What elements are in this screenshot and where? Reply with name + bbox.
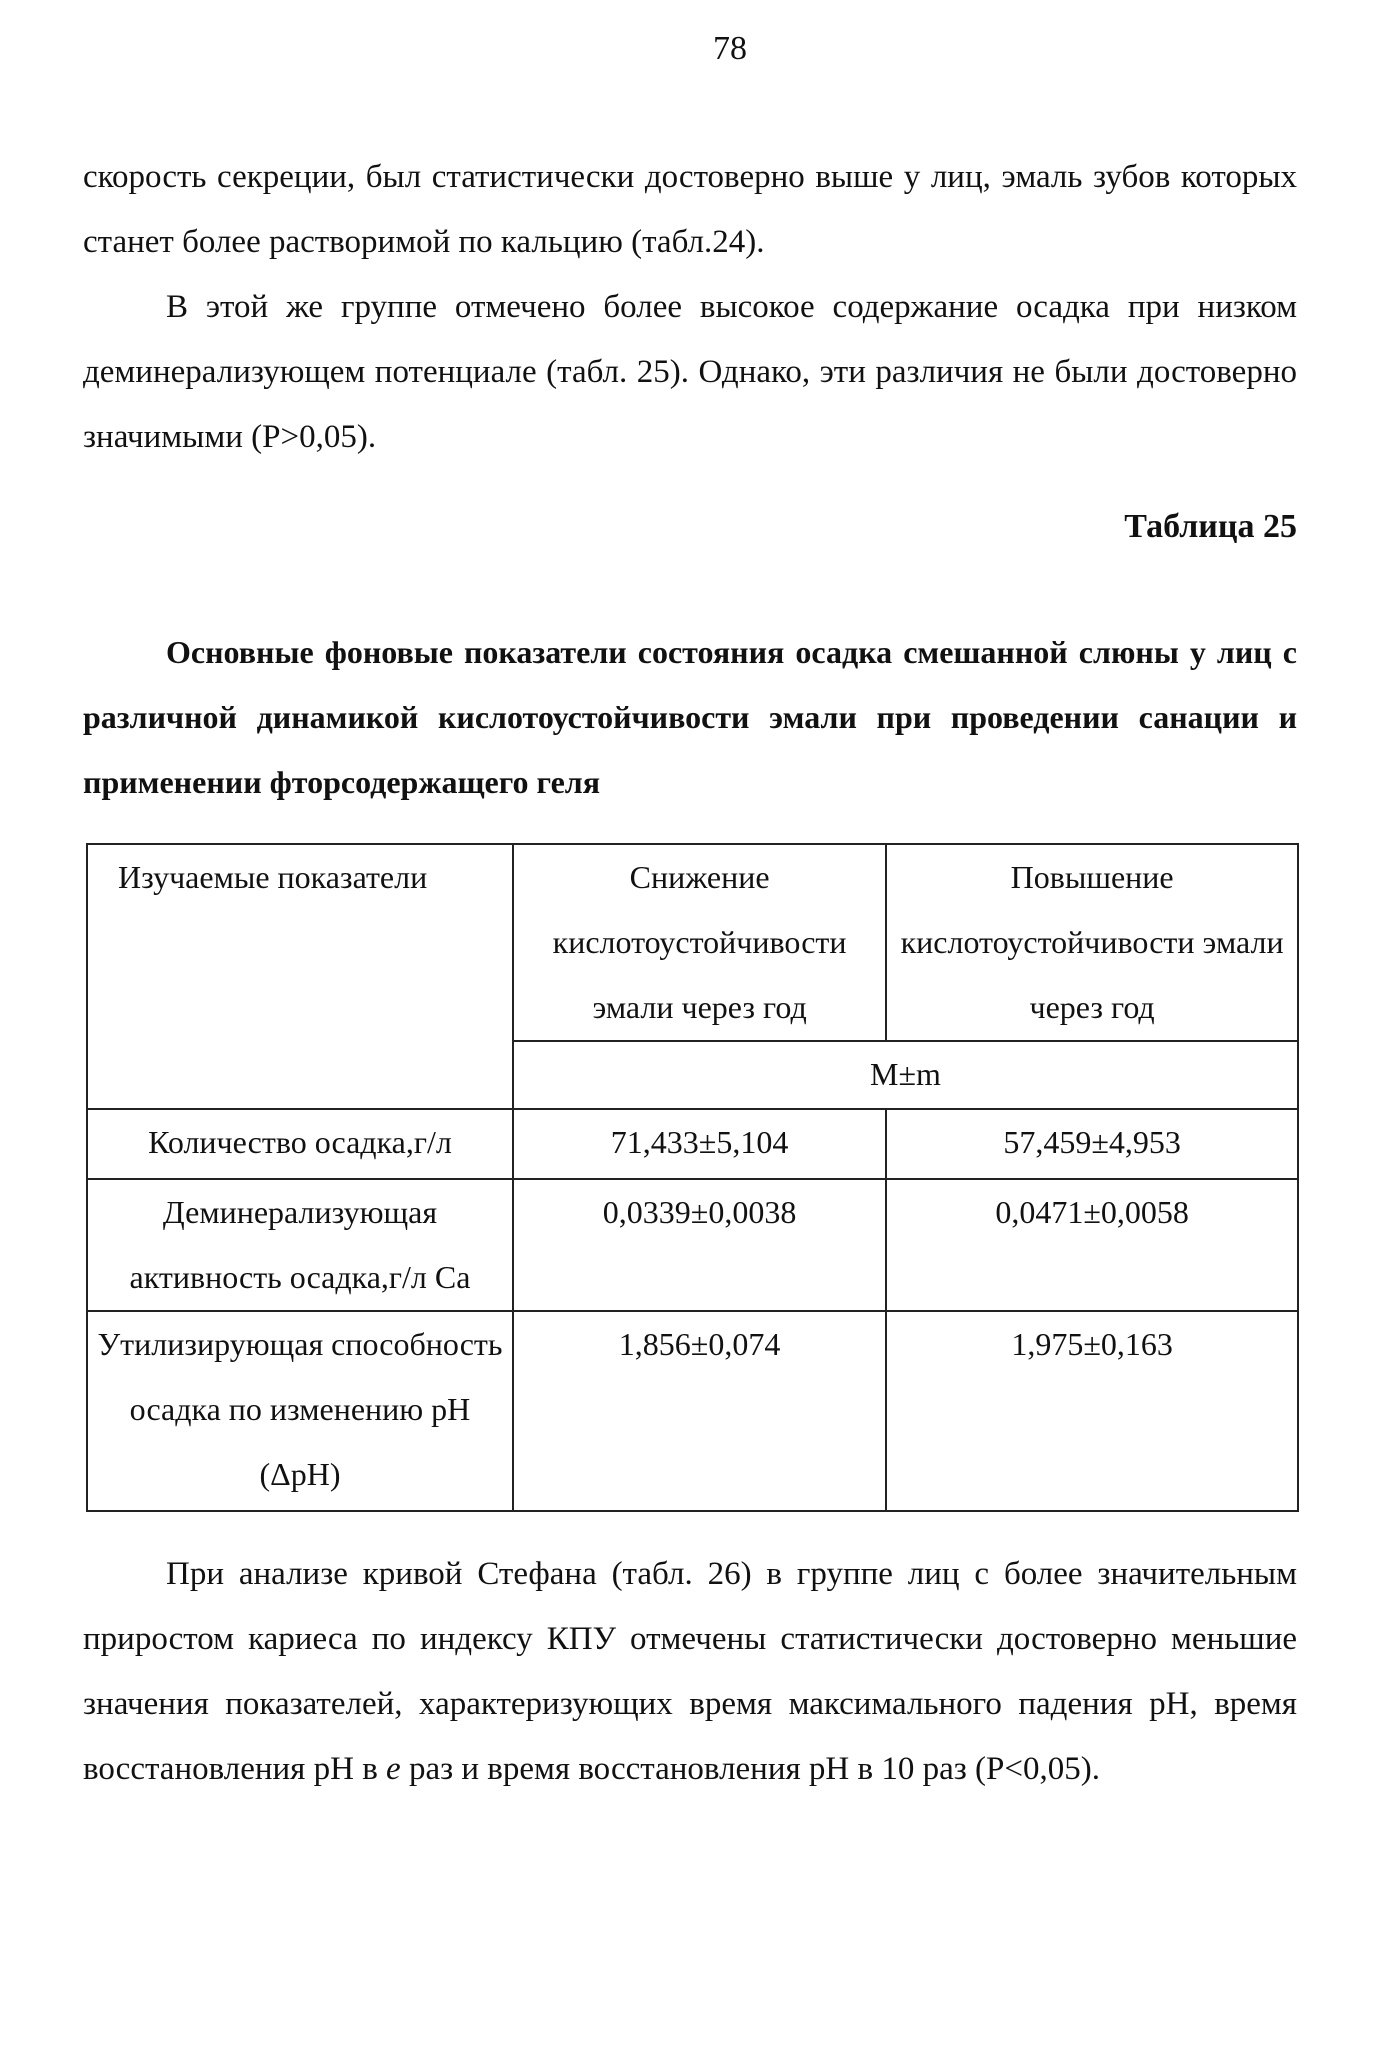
header-unit: M±m xyxy=(513,1041,1298,1109)
row-indicator: Деминерализующая активность осадка,г/л Са xyxy=(87,1179,513,1311)
row-decrease-value: 0,0339±0,0038 xyxy=(513,1179,886,1311)
header-increase: Повышение кислотоустойчивости эмали через год xyxy=(886,844,1298,1041)
header-decrease: Снижение кислотоустойчивости эмали через год xyxy=(513,844,886,1041)
row-indicator: Количество осадка,г/л xyxy=(87,1109,513,1179)
paragraph-3-text-end: раз и время восстановления рН в 10 раз (Р<0,05). xyxy=(400,1751,1100,1787)
paragraph-3-italic-e: e xyxy=(386,1751,401,1787)
table-label: Таблица 25 xyxy=(1124,508,1297,545)
table-row xyxy=(87,1109,1298,1179)
page-number: 78 xyxy=(713,30,747,67)
data-table xyxy=(86,843,1299,1512)
table-header-row xyxy=(87,844,1298,1041)
row-increase-value: 0,0471±0,0058 xyxy=(886,1179,1298,1311)
paragraph-3 xyxy=(83,1542,1297,1802)
row-decrease-value: 1,856±0,074 xyxy=(513,1311,886,1511)
paragraph-1: скорость секреции, был статистически достоверно выше у лиц, эмаль зубов которых станет более растворимой по кальцию (табл.24). xyxy=(83,159,1297,260)
row-increase-value: 57,459±4,953 xyxy=(886,1109,1298,1179)
table-caption: Основные фоновые показатели состояния осадка смешанной слюны у лиц с различной динамикой кислотоустойчивости эмали при проведении санации и применении фторсодержащего геля xyxy=(83,634,1297,800)
row-decrease-value: 71,433±5,104 xyxy=(513,1109,886,1179)
paragraph-2: В этой же группе отмечено более высокое содержание осадка при низком деминерализующем потенциале (табл. 25). Однако, эти различия не были достоверно значимыми (Р>0,05). xyxy=(83,289,1297,455)
header-indicator: Изучаемые показатели xyxy=(87,844,513,1109)
row-indicator: Утилизирующая способность осадка по изменению рН (ΔрН) xyxy=(87,1311,513,1511)
paragraph-3-text-start: При анализе кривой Стефана (табл. 26) в группе лиц с более значительным приростом кариеса по индексу КПУ отмечены статистически достоверно меньшие значения показателей, характеризующих время максимального падения рН, время восстановления рН в xyxy=(83,1556,1297,1787)
table-row xyxy=(87,1179,1298,1311)
table-row xyxy=(87,1311,1298,1511)
row-increase-value: 1,975±0,163 xyxy=(886,1311,1298,1511)
